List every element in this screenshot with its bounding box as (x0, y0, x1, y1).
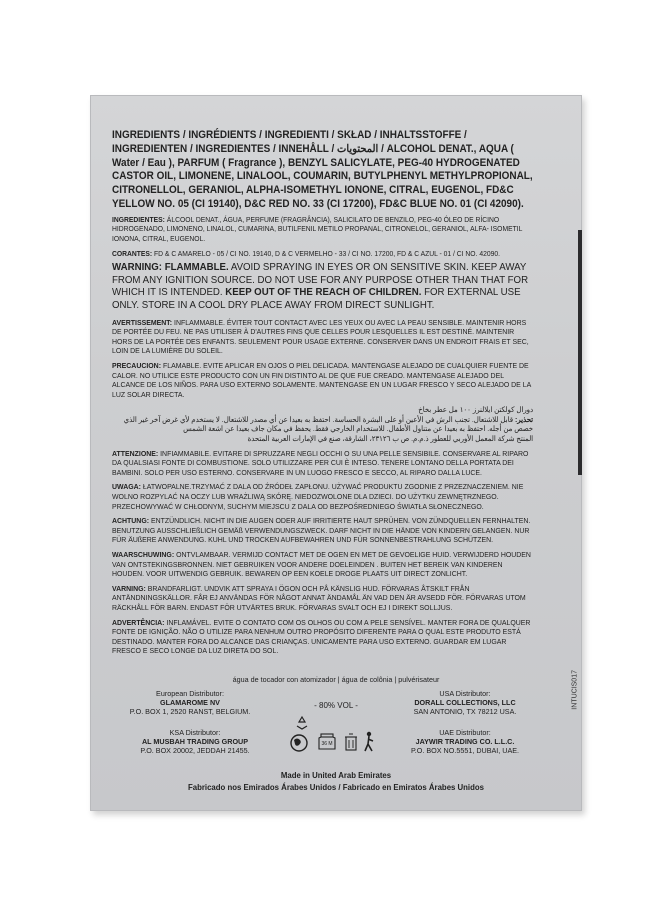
made-in: Made in United Arab Emirates (280, 771, 392, 780)
warning-en: WARNING: FLAMMABLE. AVOID SPRAYING IN EYES OR ON SENSITIVE SKIN. KEEP AWAY FROM ANY IGNITION SOURCE. DO NOT USE FOR ANY PURPOSE OTHER THAN THAT FOR WHICH IT IS INTENDED. KEEP OUT OF THE REACH OF CHILDREN. FOR EXTERNAL USE ONLY. STORE IN A COOL DRY PLACE AWAY FROM DIRECT SUNLIGHT. (112, 262, 529, 311)
warning-de: ACHTUNG: ENTZÜNDLICH. NICHT IN DIE AUGEN ODER AUF IRRITIERTE HAUT SPRÜHEN. VON ZÜNDQUELLEN FERNHALTEN. BENUTZUNG AUSSCHLIEßLICH GEMÄß VERWENDUNGSZWECK. DARF NICHT IN DIE HÄNDE VON KINDERN GELANGEN. NUR FÜR ÄUßERE ANWENDUNG. KUHL UND TROCKEN AUFBEWAHREN UND FÜR SONNENBESTRAHLUNG SCHÜTZEN. (112, 516, 531, 545)
fabricado: Fabricado nos Emirados Árabes Unidos / Fabricado en Emiratos Árabes Unidos (188, 783, 484, 792)
uae-distributor: UAE Distributor: JAYWIR TRADING CO. L.L.C. P.O. BOX NO.5551, DUBAI, UAE. (410, 728, 520, 755)
product-types: água de tocador con atomizador | água de colônia | pulvérisateur (232, 675, 440, 684)
volume: - 80% VOL - (314, 701, 358, 710)
ksa-distributor: KSA Distributor: AL MUSBAH TRADING GROUP P.O. BOX 20002, JEDDAH 21455. (140, 728, 250, 755)
warning-pt: ADVERTÊNCIA: INFLAMÁVEL. EVITE O CONTATO COM OS OLHOS OU COM A PELE SENSÍVEL. MANTER FORA DE QUALQUER FONTE DE IGNIÇÃO. NÃO O UTILIZE PARA NENHUM OUTRO PROPÓSITO DIFERENTE PARA O QUAL ESTE PRODUTO ESTÁ DESTINADO. MANTER FORA DO ALCANCE DAS CRIANÇAS. UNICAMENTE PARA USO EXTERNO. GUARDAR EM LUGAR FRESCO E SECO LONGE DA LUZ DIRETA DO SOL. (112, 617, 531, 656)
ingredients-header: INGREDIENTS / INGRÉDIENTS / INGREDIENTI / SKŁAD / INHALTSSTOFFE / INGREDIENTEN / INGREDIENTES / INNEHÅLL / المحتويات / ALCOHOL DENAT., AQUA ( Water / Eau ), PARFUM ( Fragrance ), BENZYL SALICYLATE, PEG-40 HYDROGENATED CASTOR OIL, LIMONENE, LINALOOL, COUMARIN, BUTYLPHENYL METHYLPROPIONAL, CITRONELLOL, GERANIOL, ALPHA-ISOMETHYL IONONE, CITRAL, EUGENOL, FD&C YELLOW NO. 05 (CI 19140), D&C RED NO. 33 (CI 17200), FD&C BLUE NO. 01 (CI 42090). (112, 129, 533, 210)
warning-es: PRECAUCION: FLAMABLE. EVITE APLICAR EN OJOS O PIEL DELICADA. MANTENGASE ALEJADO DE CUALQUIER FUENTE DE CALOR. NO UTILICE ESTE PRODUCTO CON UN FIN DISTINTO AL DE QUE FUE CREADO. MANTENGASE ALEJADO DEL ALCANCE DE LOS NIÑOS. PARA USO EXTERNO SOLAMENTE. MANTENGASE EN UN LUGAR FRESCO Y SECO ALEJADO DE LA LUZ SOLAR DIRECTA. (112, 360, 531, 399)
warning-nl: WAARSCHUWING: ONTVLAMBAAR. VERMIJD CONTACT MET DE OGEN EN MET DE GEVOELIGE HUID. VERWIJDERD HOUDEN VAN ONTSTEKINGSBRONNEN. NIET GEBRUIKEN VOOR ANDERE DOELEINDEN . BUITEN HET BEREIK VAN KINDEREN HOUDEN. VOOR UITWENDIG GEBRUIK. BEWAREN OP EEN KOELE DROGE PLAATS UIT DIRECT ZONLICHT. (112, 550, 531, 579)
batch-code: INTUCIS017 (572, 670, 579, 710)
recycle-icon (294, 715, 310, 731)
perfume-box-back (90, 95, 582, 811)
warning-it: ATTENZIONE: INFIAMMABILE. EVITARE DI SPRUZZARE NEGLI OCCHI O SU UNA PELLE SENSIBILE. CONSERVARE AL RIPARO DA QUALSIASI FONTE DI COMBUSTIONE. SOLO UTILIZZARE PER CUI È INTESO. TENERE LONTANO DELLA PORTATA DEI BAMBINI. SOLO PER USO ESTERNO. CONSERVARE IN UN LUOGO FRESCO E SECCO, AL RIPARO DALLA LUCE. (112, 448, 529, 477)
warning-sv: VARNING: BRANDFARLIGT. UNDVIK ATT SPRAYA I ÖGON OCH PÅ KÄNSLIG HUD. FÖRVARAS ÅTSKILT FRÅN ANTÄNDNINGSKÄLLOR. FÅR EJ ANVÄNDAS FÖR NÅGOT ANNAT ÄNDAMÅL ÄN VAD DEN ÄR AVSEDD FÖR. FÖRVARAS UTOM RÄCKHÅLL FÖR BARN. ENDAST FÖR UTVÄRTES BRUK. FÖRVARAS SVALT OCH EJ I DIREKT SOLLJUS. (112, 583, 526, 612)
pao-label: 36 M (321, 741, 333, 747)
corantes: CORANTES: FD & C AMARELO - 05 / CI NO. 19140, D & C VERMELHO - 33 / CI NO. 17200, FD & C AZUL - 01 / CI NO. 42090. (112, 248, 500, 258)
ingredients-pt: INGREDIENTES: ÁLCOOL DENAT., ÁGUA, PERFUME (FRAGRÂNCIA), SALICILATO DE BENZILO, PEG-40 ÓLEO DE RÍCINO HIDROGENADO, LIMONENO, LINALOL, CUMARINA, BUTILFENIL METILO PROPANAL, CITRONELOL, GERANIOL, ALFA- ISOMETIL IONONA, CITRAL, EUGENOL. (112, 214, 523, 243)
eu-distributor: European Distributor: GLAMAROME NV P.O. BOX 1, 2520 RANST, BELGIUM. (129, 689, 251, 716)
label-text-area (112, 129, 533, 656)
box-edge-shadow (578, 230, 582, 475)
warning-ar: دورال كولكتن ايلالنرز ١٠٠ مل عطر بخاخ تحذير: قابل للاشتعال. تجنب الرش في الأعين أو على البشرة الحساسة. احتفظ به بعيدا عن أي مصدر للاشتعال. لا يستخدم لأي غرض آخر غير الذي خصص من أجله. احتفظ به بعيدا عن متناول الأطفال. للاستخدام الخارجي فقط. يحفظ في مكان جاف بعيدا عن اشعة الشمس المنتج شركة المعمل الأوربي للعطور ذ.م.م. ص ب ٢٣١٢٦، الشارقة، صنع في الإمارات العربية المتحدة (123, 405, 534, 444)
usa-distributor: USA Distributor: DORALL COLLECTIONS, LLC SAN ANTONIO, TX 78212 USA. (413, 689, 517, 716)
person-disposal-icon (362, 731, 376, 753)
warning-fr: AVERTISSEMENT: INFLAMMABLE. ÉVITER TOUT CONTACT AVEC LES YEUX OU AVEC LA PEAU SENSIBLE. MAINTENIR HORS DE PORTÉE DU FEU. NE PAS UTILISER À D'AUTRES FINS QUE CELLES POUR LESQUELLES IL EST DESTINÉ. MAINTENIR HORS DE LA PORTÉE DES ENFANTS. SEULEMENT POUR USAGE EXTERNE. CONSERVER DANS UN ENDROIT FRAIS ET SEC, LOIN DE LA LUMIÈRE DU SOLEIL. (112, 317, 529, 356)
warning-pl: UWAGA: ŁATWOPALNE.TRZYMAĆ Z DALA OD ŹRÓDEŁ ZAPŁONU. UŻYWAĆ PRODUKTU ZGODNIE Z PRZEZNACZENIEM. NIE WOLNO ROZPYLAĆ NA OCZY LUB WRAŻLIWĄ SKÓRĘ. NIEDOZWOLONE DLA DZIECI. DO UŻYTKU ZEWNĘTRZNEGO. PRZECHOWYWAĆ W CHŁODNYM, SUCHYM MIEJSCU Z DALA OD BEZPOŚREDNIEGO ŚWIATŁA SŁONECZNEGO. (112, 482, 524, 511)
bottom-info (90, 675, 582, 811)
bin-icon (342, 731, 360, 753)
globe-icon (289, 733, 309, 753)
